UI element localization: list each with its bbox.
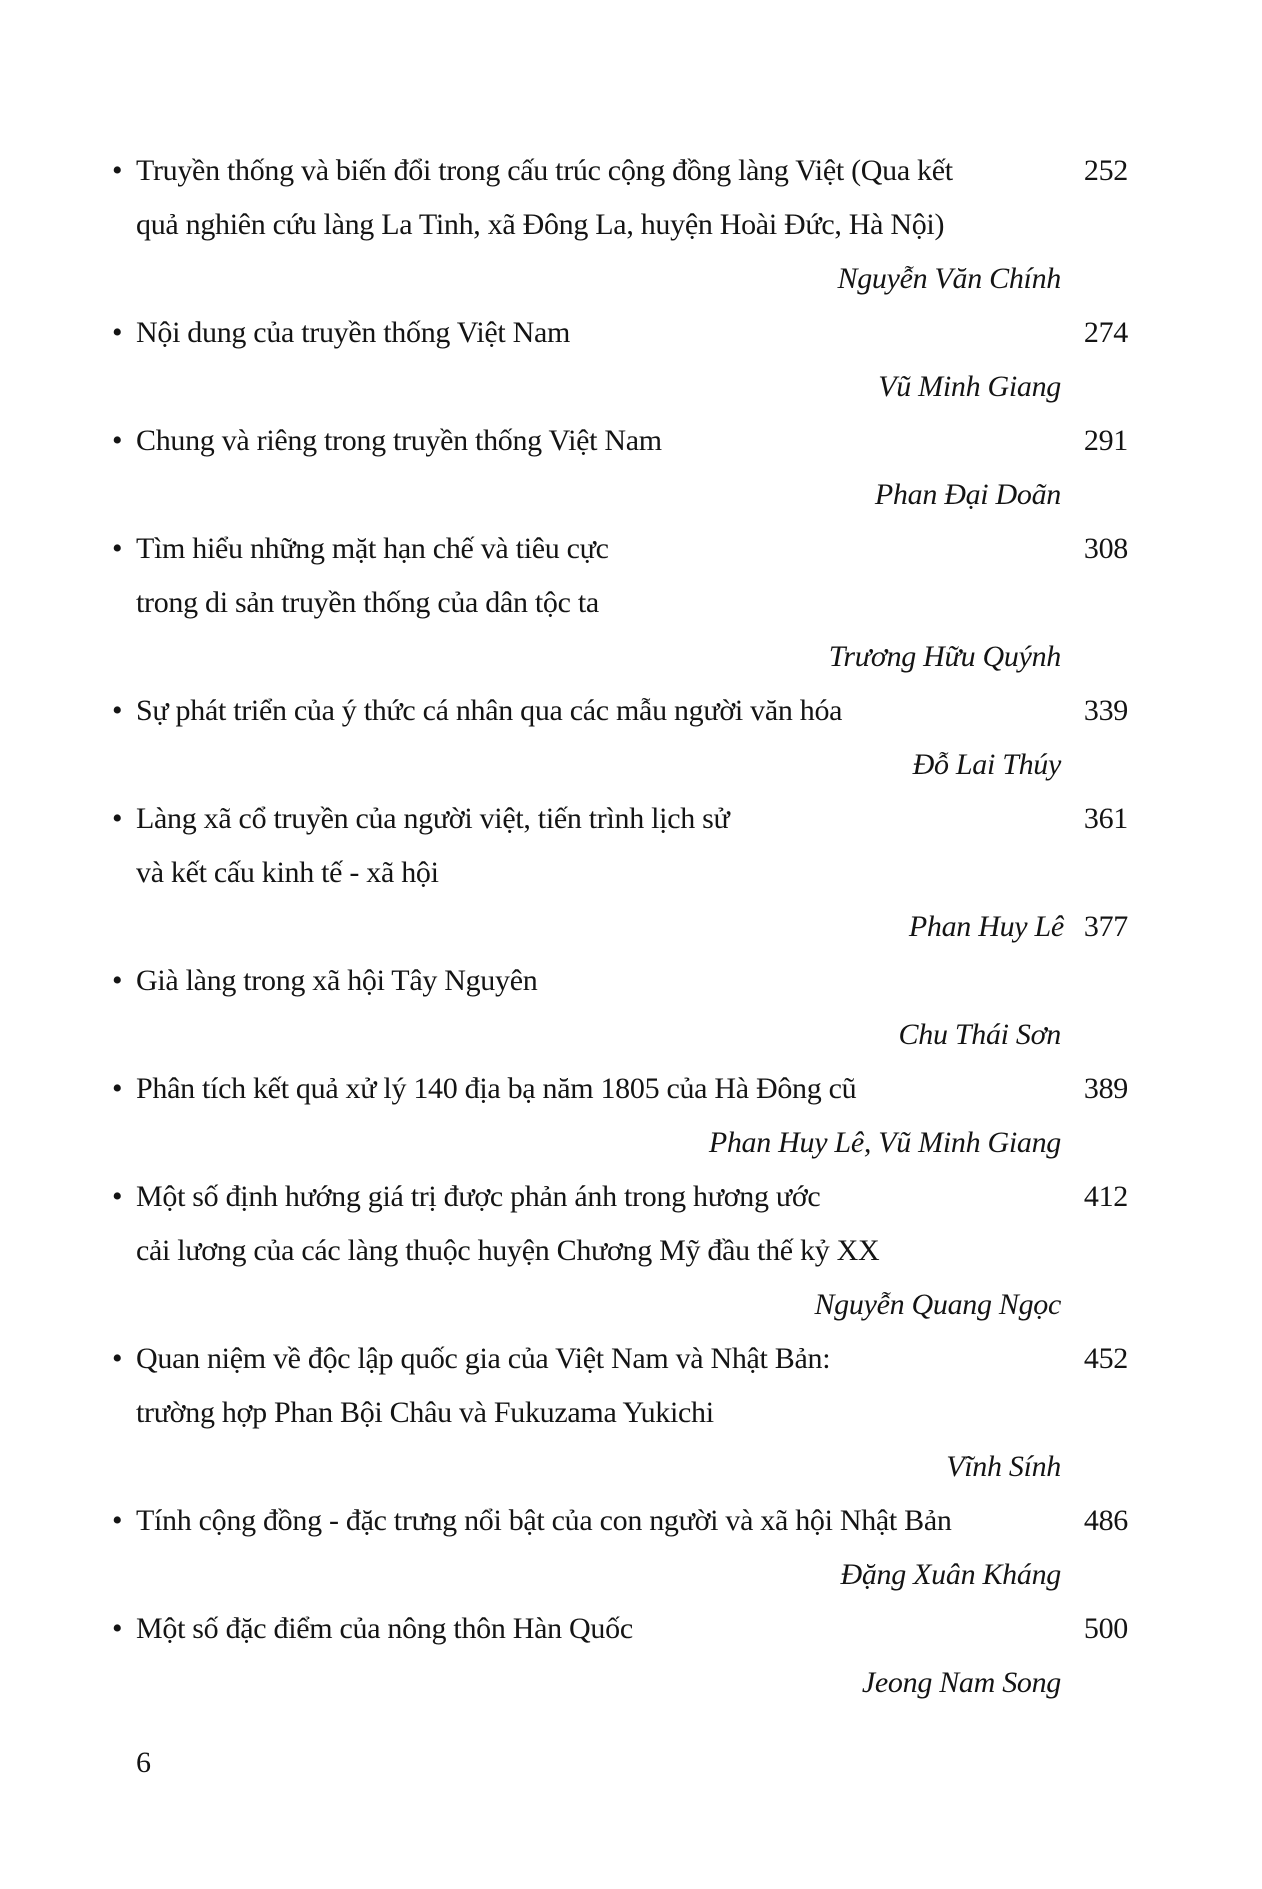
entry-author-row (0, 1116, 1262, 1170)
entry-title-row (0, 1386, 1262, 1440)
bullet-icon: • (112, 964, 123, 997)
toc-entry (0, 954, 1262, 1062)
entry-author-row (0, 360, 1262, 414)
bullet-icon: • (112, 1342, 123, 1375)
entry-title-line: Nội dung của truyền thống Việt Nam (136, 316, 571, 349)
entry-author: Nguyễn Quang Ngọc (814, 1288, 1061, 1321)
entry-author-row (0, 1656, 1262, 1710)
bullet-icon: • (112, 694, 123, 727)
entry-author: Trương Hữu Quýnh (828, 640, 1061, 673)
entry-title-line: và kết cấu kinh tế - xã hội (136, 856, 439, 889)
entry-author-row (0, 252, 1262, 306)
entry-title-row (0, 144, 1262, 198)
entry-author-row (0, 630, 1262, 684)
entry-title-line: Phân tích kết quả xử lý 140 địa bạ năm 1805 của Hà Đông cũ (136, 1072, 857, 1105)
bullet-icon: • (112, 154, 123, 187)
entry-title-row (0, 306, 1262, 360)
entry-author: Phan Huy Lê (908, 910, 1064, 943)
entry-title-line: Truyền thống và biến đổi trong cấu trúc cộng đồng làng Việt (Qua kết (136, 154, 953, 187)
entry-title-line: Tính cộng đồng - đặc trưng nổi bật của con người và xã hội Nhật Bản (136, 1504, 952, 1537)
entry-author: Phan Đại Doãn (874, 478, 1061, 511)
toc-entry (0, 1170, 1262, 1332)
toc-entry (0, 522, 1262, 684)
entry-title-row (0, 846, 1262, 900)
entry-page-number: 452 (1083, 1342, 1128, 1375)
entry-title-line: Làng xã cổ truyền của người việt, tiến trình lịch sử (136, 802, 730, 835)
bullet-icon: • (112, 1612, 123, 1645)
entry-title-line: Sự phát triển của ý thức cá nhân qua các mẫu người văn hóa (136, 694, 843, 727)
entry-author: Chu Thái Sơn (898, 1018, 1061, 1051)
entry-author: Đỗ Lai Thúy (912, 748, 1061, 781)
toc-entry (0, 792, 1262, 954)
entry-page-number: 486 (1083, 1504, 1128, 1537)
entry-title-line: Chung và riêng trong truyền thống Việt Nam (136, 424, 662, 457)
entry-page-number: 274 (1083, 316, 1128, 349)
bullet-icon: • (112, 532, 123, 565)
entry-author: Phan Huy Lê, Vũ Minh Giang (708, 1126, 1061, 1159)
entry-title-row (0, 576, 1262, 630)
entry-title-line: cải lương của các làng thuộc huyện Chương Mỹ đầu thế kỷ XX (136, 1234, 880, 1267)
entry-title-line: trong di sản truyền thống của dân tộc ta (136, 586, 599, 619)
entry-author: Vũ Minh Giang (878, 370, 1061, 403)
entry-title-row (0, 414, 1262, 468)
entry-title-row (0, 522, 1262, 576)
entry-page-number: 339 (1083, 694, 1128, 727)
entry-author-row (0, 738, 1262, 792)
entry-title-row (0, 792, 1262, 846)
entry-author-row (0, 1008, 1262, 1062)
bullet-icon: • (112, 802, 123, 835)
entry-author-row (0, 1548, 1262, 1602)
bullet-icon: • (112, 1072, 123, 1105)
entry-author-row (0, 1278, 1262, 1332)
toc-entry (0, 306, 1262, 414)
entry-page-number: 389 (1083, 1072, 1128, 1105)
entry-title-line: trường hợp Phan Bội Châu và Fukuzama Yukichi (136, 1396, 714, 1429)
entry-title-line: quả nghiên cứu làng La Tinh, xã Đông La, huyện Hoài Đức, Hà Nội) (136, 208, 945, 241)
entry-title-row (0, 1062, 1262, 1116)
toc-entry (0, 684, 1262, 792)
entry-title-row (0, 1224, 1262, 1278)
entry-title-row (0, 1170, 1262, 1224)
toc-entry (0, 1602, 1262, 1710)
entry-author: Đặng Xuân Kháng (840, 1558, 1061, 1591)
bullet-icon: • (112, 1504, 123, 1537)
entry-page-number: 252 (1083, 154, 1128, 187)
entry-author: Vĩnh Sính (946, 1450, 1061, 1483)
bullet-icon: • (112, 316, 123, 349)
entry-title-line: Quan niệm về độc lập quốc gia của Việt Nam và Nhật Bản: (136, 1342, 831, 1375)
entry-page-number: 361 (1083, 802, 1128, 835)
entry-title-row (0, 1602, 1262, 1656)
entry-title-row (0, 954, 1262, 1008)
bullet-icon: • (112, 1180, 123, 1213)
entry-author-row (0, 468, 1262, 522)
entry-title-line: Một số đặc điểm của nông thôn Hàn Quốc (136, 1612, 633, 1645)
toc-entry (0, 414, 1262, 522)
entry-author: Nguyễn Văn Chính (837, 262, 1061, 295)
entry-author-row (0, 900, 1262, 954)
entry-page-number: 308 (1083, 532, 1128, 565)
toc-entry (0, 1062, 1262, 1170)
toc-entry (0, 1332, 1262, 1494)
entry-author-row (0, 1440, 1262, 1494)
entry-title-row (0, 198, 1262, 252)
entry-title-row (0, 1494, 1262, 1548)
entry-title-line: Tìm hiểu những mặt hạn chế và tiêu cực (136, 532, 609, 565)
entry-title-line: Một số định hướng giá trị được phản ánh trong hương ước (136, 1180, 821, 1213)
entry-author: Jeong Nam Song (861, 1666, 1061, 1699)
entry-title-row (0, 684, 1262, 738)
bullet-icon: • (112, 424, 123, 457)
author-page-number: 377 (1083, 910, 1128, 943)
entry-page-number: 412 (1083, 1180, 1128, 1213)
toc-entry (0, 1494, 1262, 1602)
page-number: 6 (136, 1746, 151, 1779)
entry-title-row (0, 1332, 1262, 1386)
entry-page-number: 291 (1083, 424, 1128, 457)
entry-title-line: Già làng trong xã hội Tây Nguyên (136, 964, 538, 997)
entry-page-number: 500 (1083, 1612, 1128, 1645)
toc-entry (0, 144, 1262, 306)
